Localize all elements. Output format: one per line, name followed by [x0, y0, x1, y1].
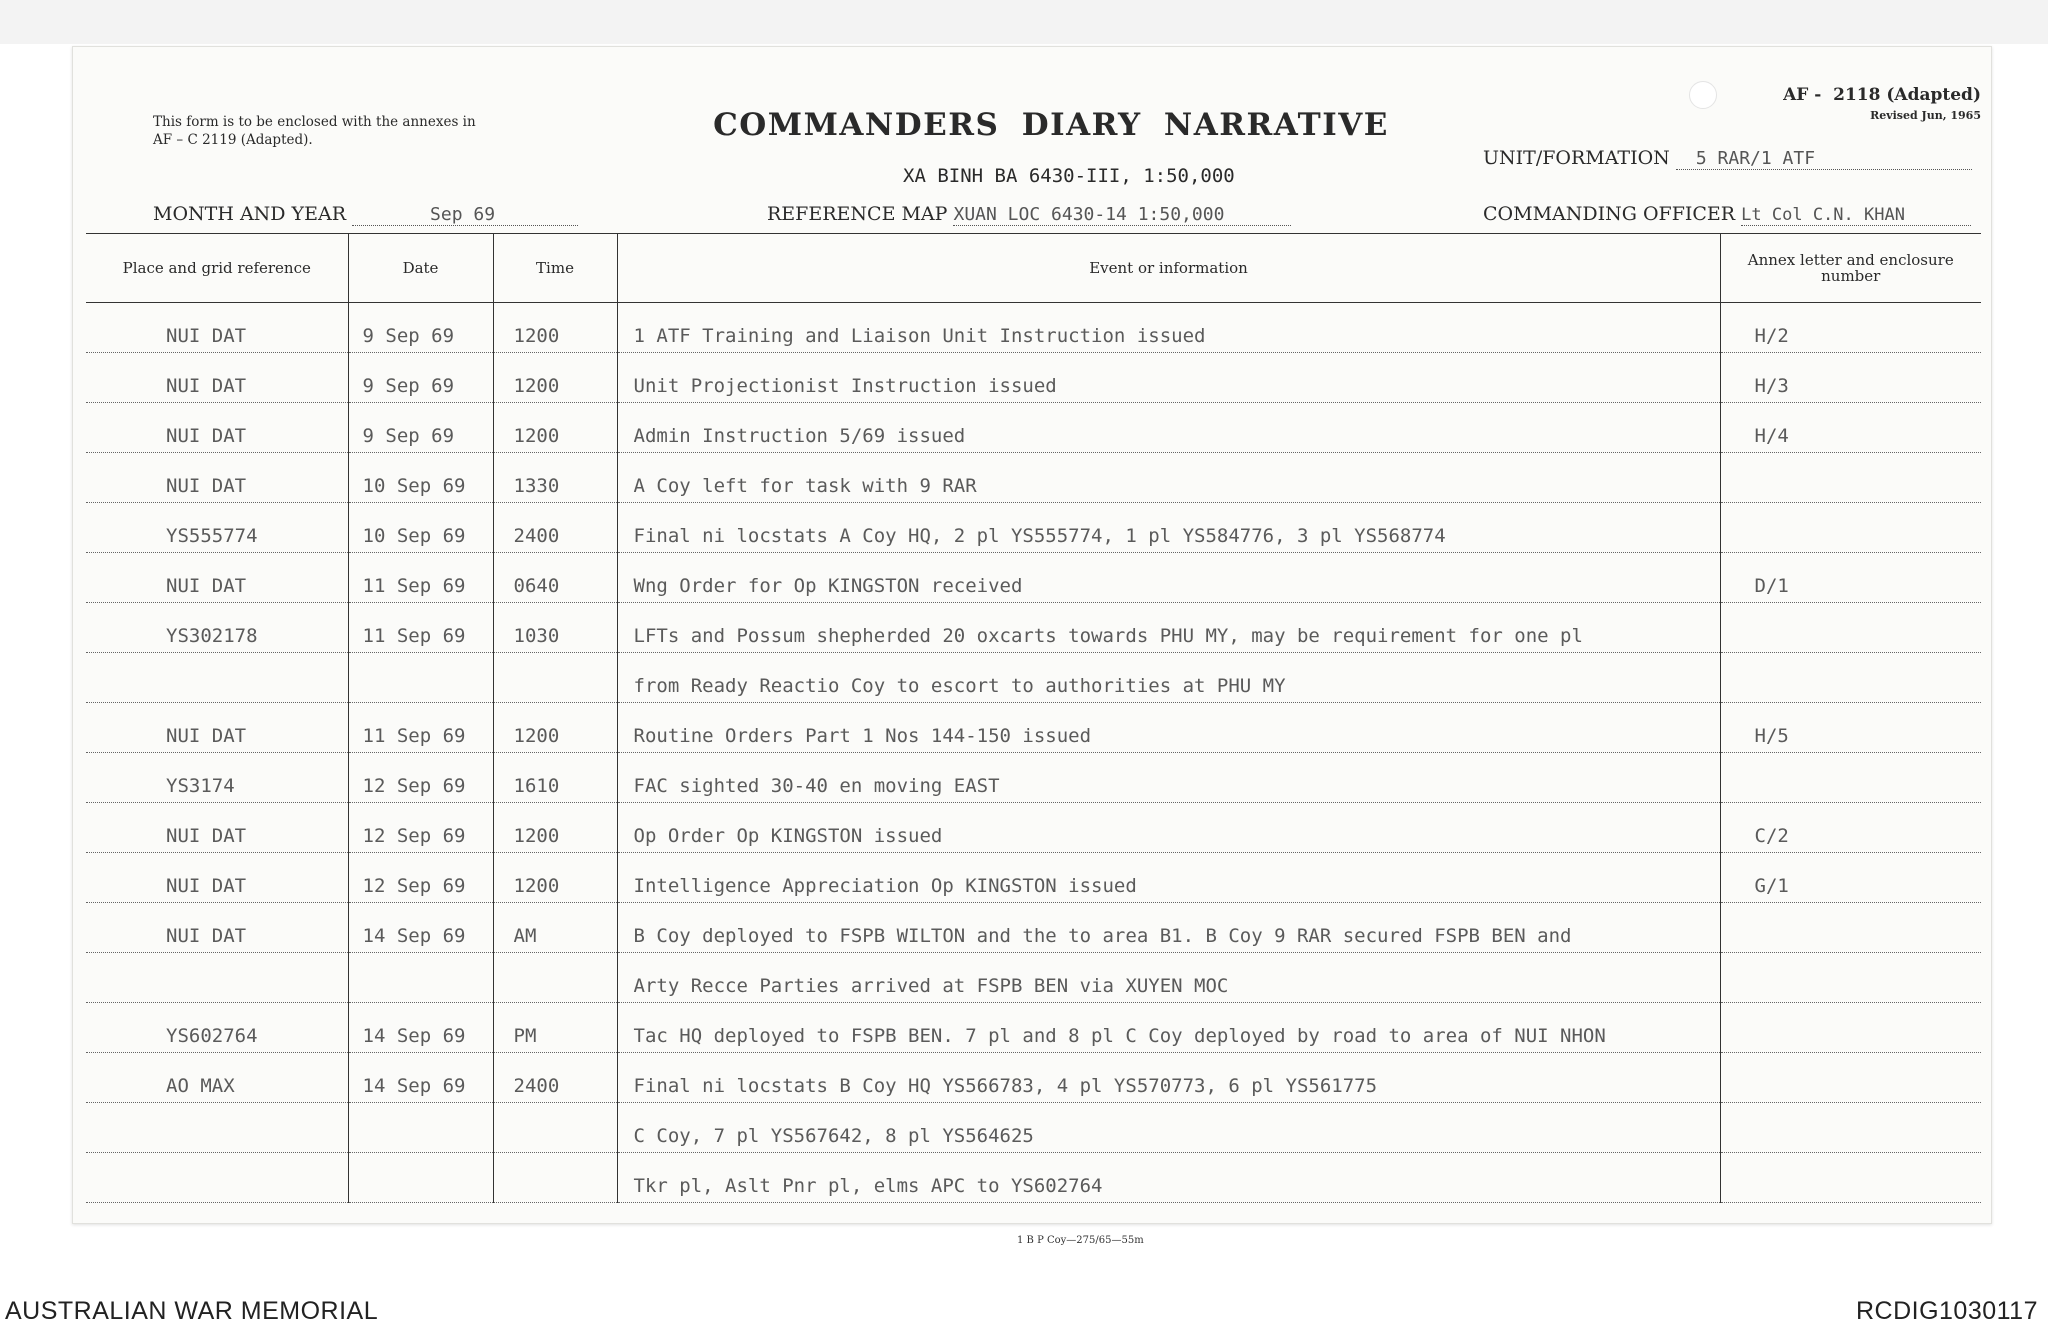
- month-year-label: MONTH AND YEAR: [153, 203, 346, 225]
- cell-place: [86, 603, 348, 653]
- cell-annex: [1720, 1103, 1981, 1153]
- cell-annex: [1720, 403, 1981, 453]
- cell-place: [86, 503, 348, 553]
- cell-time-text: 1200: [513, 375, 560, 397]
- cell-date: [348, 453, 493, 503]
- cell-event: [617, 1053, 1720, 1103]
- table-row: [86, 353, 1981, 403]
- cell-time: [493, 453, 617, 503]
- cell-event: [617, 603, 1720, 653]
- punch-hole: [1689, 81, 1717, 109]
- cell-place-text: YS555774: [166, 525, 258, 547]
- cell-date-text: 10 Sep 69: [362, 525, 466, 547]
- table-header-row: [86, 234, 1981, 303]
- cell-time: [493, 1103, 617, 1153]
- table-row: [86, 903, 1981, 953]
- cell-annex-text: H/5: [1754, 725, 1789, 747]
- cell-event-text: C Coy, 7 pl YS567642, 8 pl YS564625: [633, 1125, 1034, 1147]
- cell-event: [617, 353, 1720, 403]
- cell-date-text: 14 Sep 69: [362, 1075, 466, 1097]
- cell-date-text: 11 Sep 69: [362, 625, 466, 647]
- unit-formation-label: UNIT/FORMATION: [1483, 147, 1670, 169]
- cell-place: [86, 853, 348, 903]
- cell-place: [86, 553, 348, 603]
- cell-place-text: NUI DAT: [166, 825, 247, 847]
- cell-event: [617, 653, 1720, 703]
- cell-annex: [1720, 503, 1981, 553]
- cell-date: [348, 1103, 493, 1153]
- cell-place-text: YS3174: [166, 775, 235, 797]
- diary-table: [86, 233, 1981, 1203]
- cell-annex-text: G/1: [1754, 875, 1789, 897]
- cell-event-text: Unit Projectionist Instruction issued: [633, 375, 1057, 397]
- cell-time: [493, 803, 617, 853]
- cell-annex: [1720, 603, 1981, 653]
- cell-date: [348, 1153, 493, 1203]
- cell-time: [493, 853, 617, 903]
- cell-date-text: 12 Sep 69: [362, 825, 466, 847]
- table-row: [86, 553, 1981, 603]
- cell-place-text: NUI DAT: [166, 425, 247, 447]
- cell-annex: [1720, 1153, 1981, 1203]
- cell-event-text: Routine Orders Part 1 Nos 144-150 issued: [633, 725, 1092, 747]
- cell-place-text: NUI DAT: [166, 475, 247, 497]
- cell-place: [86, 703, 348, 753]
- cell-time-text: 1200: [513, 875, 560, 897]
- cell-time: [493, 653, 617, 703]
- cell-date: [348, 503, 493, 553]
- cell-date: [348, 953, 493, 1003]
- cell-date-text: 14 Sep 69: [362, 1025, 466, 1047]
- footer-id: RCDIG1030117: [1855, 1297, 2038, 1325]
- commanding-officer-field: [1483, 203, 1971, 226]
- cell-place: [86, 1003, 348, 1053]
- cell-event: [617, 303, 1720, 353]
- cell-event-text: Wng Order for Op KINGSTON received: [633, 575, 1023, 597]
- table-row: [86, 1003, 1981, 1053]
- form-number: [1783, 85, 1981, 122]
- col-header-time: Time: [493, 234, 617, 303]
- cell-time-text: 2400: [513, 1075, 560, 1097]
- table-row: [86, 1103, 1981, 1153]
- cell-place: [86, 1103, 348, 1153]
- cell-date-text: 9 Sep 69: [362, 425, 455, 447]
- cell-annex: [1720, 903, 1981, 953]
- cell-event: [617, 903, 1720, 953]
- cell-time-text: PM: [513, 1025, 537, 1047]
- table-row: [86, 453, 1981, 503]
- cell-event: [617, 1153, 1720, 1203]
- cell-date: [348, 703, 493, 753]
- month-year-value: Sep 69: [430, 204, 496, 225]
- table-row: [86, 953, 1981, 1003]
- cell-time-text: 1200: [513, 825, 560, 847]
- cell-event: [617, 1003, 1720, 1053]
- form-number-text: AF - 2118 (Adapted): [1783, 85, 1981, 105]
- table-row: [86, 1053, 1981, 1103]
- cell-event: [617, 1103, 1720, 1153]
- cell-time-text: 0640: [513, 575, 560, 597]
- cell-event-text: Admin Instruction 5/69 issued: [633, 425, 966, 447]
- cell-date: [348, 753, 493, 803]
- table-row: [86, 703, 1981, 753]
- reference-map-label: REFERENCE MAP: [767, 203, 948, 225]
- cell-time-text: 1610: [513, 775, 560, 797]
- table-row: [86, 603, 1981, 653]
- form-revision: Revised Jun, 1965: [1870, 109, 1981, 122]
- unit-formation-value: 5 RAR/1 ATF: [1695, 148, 1816, 169]
- cell-time: [493, 303, 617, 353]
- cell-event-text: Final ni locstats B Coy HQ YS566783, 4 pl YS570773, 6 pl YS561775: [633, 1075, 1378, 1097]
- cell-place: [86, 653, 348, 703]
- cell-annex: [1720, 453, 1981, 503]
- table-row: [86, 653, 1981, 703]
- cell-time: [493, 953, 617, 1003]
- cell-place: [86, 1153, 348, 1203]
- cell-annex: [1720, 1003, 1981, 1053]
- diary-rows: [86, 303, 1981, 1203]
- form-title: COMMANDERS DIARY NARRATIVE: [713, 107, 1389, 143]
- cell-event: [617, 853, 1720, 903]
- reference-map-dotline: [953, 203, 1291, 226]
- commanding-officer-value: Lt Col C.N. KHAN: [1741, 205, 1905, 225]
- cell-annex: [1720, 353, 1981, 403]
- cell-event-text: LFTs and Possum shepherded 20 oxcarts towards PHU MY, may be requirement for one pl: [633, 625, 1583, 647]
- table-row: [86, 503, 1981, 553]
- unit-formation-field: [1483, 147, 1972, 170]
- cell-place-text: NUI DAT: [166, 725, 247, 747]
- cell-event-text: from Ready Reactio Coy to escort to authorities at PHU MY: [633, 675, 1286, 697]
- cell-date: [348, 603, 493, 653]
- cell-event: [617, 403, 1720, 453]
- cell-annex-text: D/1: [1754, 575, 1789, 597]
- cell-annex-text: H/4: [1754, 425, 1789, 447]
- cell-time-text: 1200: [513, 325, 560, 347]
- cell-place-text: NUI DAT: [166, 375, 247, 397]
- month-year-field: [153, 203, 578, 226]
- cell-date: [348, 553, 493, 603]
- top-margin: [0, 0, 2048, 44]
- cell-place: [86, 453, 348, 503]
- cell-place-text: NUI DAT: [166, 875, 247, 897]
- reference-map-value: XUAN LOC 6430-14 1:50,000: [953, 204, 1225, 225]
- cell-place-text: NUI DAT: [166, 575, 247, 597]
- cell-event-text: B Coy deployed to FSPB WILTON and the to area B1. B Coy 9 RAR secured FSPB BEN and: [633, 925, 1572, 947]
- month-year-dotline: [352, 203, 578, 226]
- commanding-officer-dotline: [1741, 203, 1971, 226]
- cell-event: [617, 503, 1720, 553]
- cell-time: [493, 403, 617, 453]
- cell-place: [86, 1053, 348, 1103]
- cell-date: [348, 653, 493, 703]
- cell-place-text: AO MAX: [166, 1075, 235, 1097]
- cell-place: [86, 353, 348, 403]
- cell-time: [493, 503, 617, 553]
- cell-annex: [1720, 803, 1981, 853]
- cell-annex-text: H/2: [1754, 325, 1789, 347]
- cell-event-text: Op Order Op KINGSTON issued: [633, 825, 943, 847]
- footer-credit: AUSTRALIAN WAR MEMORIAL: [5, 1297, 379, 1325]
- reference-map-line1: XA BINH BA 6430-III, 1:50,000: [903, 165, 1235, 187]
- cell-event: [617, 703, 1720, 753]
- cell-event-text: Final ni locstats A Coy HQ, 2 pl YS555774, 1 pl YS584776, 3 pl YS568774: [633, 525, 1446, 547]
- unit-formation-dotline: [1676, 147, 1972, 170]
- cell-date: [348, 803, 493, 853]
- cell-time: [493, 603, 617, 653]
- cell-place: [86, 953, 348, 1003]
- cell-event-text: A Coy left for task with 9 RAR: [633, 475, 977, 497]
- cell-place: [86, 403, 348, 453]
- col-header-event: Event or information: [617, 234, 1720, 303]
- cell-time: [493, 1003, 617, 1053]
- diary-form-sheet: [72, 46, 1992, 1246]
- cell-date-text: 9 Sep 69: [362, 375, 455, 397]
- cell-time: [493, 1153, 617, 1203]
- cell-date: [348, 353, 493, 403]
- cell-annex: [1720, 1053, 1981, 1103]
- cell-event: [617, 453, 1720, 503]
- cell-time-text: 2400: [513, 525, 560, 547]
- table-row: [86, 753, 1981, 803]
- cell-event: [617, 553, 1720, 603]
- cell-time-text: AM: [513, 925, 537, 947]
- cell-event-text: Tkr pl, Aslt Pnr pl, elms APC to YS602764: [633, 1175, 1103, 1197]
- cell-time: [493, 753, 617, 803]
- cell-date-text: 11 Sep 69: [362, 725, 466, 747]
- cell-event: [617, 753, 1720, 803]
- col-header-place: Place and grid reference: [86, 234, 348, 303]
- cell-event-text: 1 ATF Training and Liaison Unit Instruction issued: [633, 325, 1206, 347]
- reference-map-field: [767, 203, 1291, 226]
- col-header-annex: Annex letter and enclosure number: [1720, 234, 1981, 303]
- cell-place: [86, 303, 348, 353]
- cell-date: [348, 1053, 493, 1103]
- cell-event: [617, 953, 1720, 1003]
- cell-date-text: 12 Sep 69: [362, 775, 466, 797]
- cell-time: [493, 703, 617, 753]
- cell-date: [348, 403, 493, 453]
- cell-time: [493, 1053, 617, 1103]
- cell-place-text: YS302178: [166, 625, 258, 647]
- cell-date-text: 11 Sep 69: [362, 575, 466, 597]
- cell-place: [86, 803, 348, 853]
- cell-annex: [1720, 553, 1981, 603]
- col-header-date: Date: [348, 234, 493, 303]
- cell-event-text: FAC sighted 30-40 en moving EAST: [633, 775, 1000, 797]
- table-row: [86, 403, 1981, 453]
- cell-annex: [1720, 703, 1981, 753]
- cell-event-text: Arty Recce Parties arrived at FSPB BEN via XUYEN MOC: [633, 975, 1229, 997]
- cell-date: [348, 303, 493, 353]
- cell-annex: [1720, 653, 1981, 703]
- cell-date-text: 14 Sep 69: [362, 925, 466, 947]
- table-row: [86, 303, 1981, 353]
- commanding-officer-label: COMMANDING OFFICER: [1483, 203, 1736, 225]
- cell-time-text: 1200: [513, 725, 560, 747]
- cell-time-text: 1200: [513, 425, 560, 447]
- cell-annex: [1720, 303, 1981, 353]
- cell-date-text: 9 Sep 69: [362, 325, 455, 347]
- cell-annex-text: H/3: [1754, 375, 1789, 397]
- cell-date-text: 10 Sep 69: [362, 475, 466, 497]
- cell-time: [493, 903, 617, 953]
- cell-annex-text: C/2: [1754, 825, 1789, 847]
- table-row: [86, 1153, 1981, 1203]
- cell-annex: [1720, 953, 1981, 1003]
- cell-place: [86, 753, 348, 803]
- cell-annex: [1720, 853, 1981, 903]
- cell-event: [617, 803, 1720, 853]
- cell-date: [348, 903, 493, 953]
- cell-time: [493, 553, 617, 603]
- table-row: [86, 803, 1981, 853]
- cell-time-text: 1330: [513, 475, 560, 497]
- cell-time: [493, 353, 617, 403]
- cell-annex: [1720, 753, 1981, 803]
- cell-date: [348, 853, 493, 903]
- cell-event-text: Intelligence Appreciation Op KINGSTON issued: [633, 875, 1137, 897]
- enclosure-note: This form is to be enclosed with the annexes in AF – C 2119 (Adapted).: [153, 114, 476, 148]
- printer-mark: 1 B P Coy—275/65—55m: [1017, 1235, 1144, 1246]
- cell-place: [86, 903, 348, 953]
- cell-event-text: Tac HQ deployed to FSPB BEN. 7 pl and 8 pl C Coy deployed by road to area of NUI NHON: [633, 1025, 1606, 1047]
- cell-place-text: NUI DAT: [166, 925, 247, 947]
- table-row: [86, 853, 1981, 903]
- cell-place-text: NUI DAT: [166, 325, 247, 347]
- cell-time-text: 1030: [513, 625, 560, 647]
- cell-place-text: YS602764: [166, 1025, 258, 1047]
- cell-date-text: 12 Sep 69: [362, 875, 466, 897]
- cell-date: [348, 1003, 493, 1053]
